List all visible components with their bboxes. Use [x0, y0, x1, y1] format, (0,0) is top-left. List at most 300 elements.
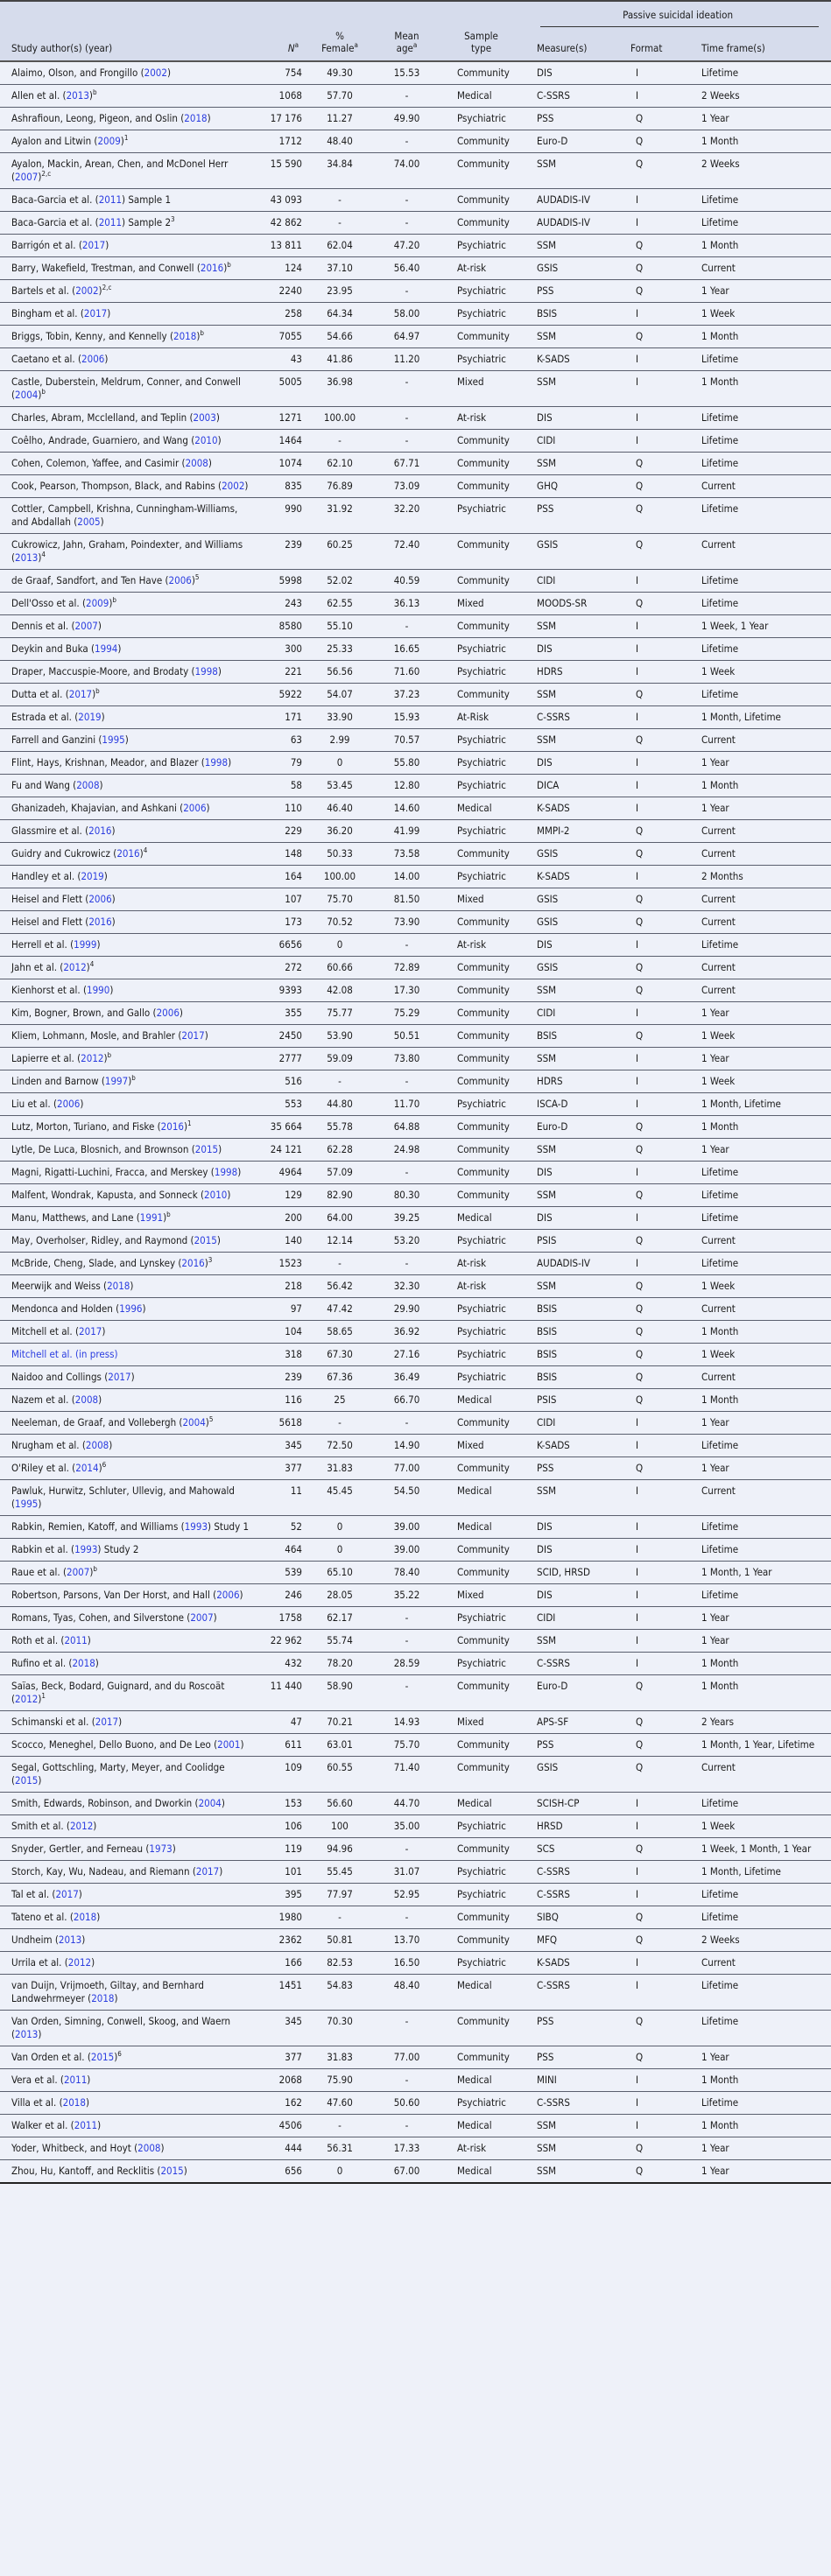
cell-study-author: Fu and Wang (2008)	[11, 779, 103, 791]
citation-year-link[interactable]: 2018	[173, 330, 197, 342]
table-row	[0, 153, 831, 189]
citation-year-link[interactable]: 2016	[181, 1257, 205, 1269]
citation-year-link[interactable]: 2015	[194, 1143, 219, 1155]
cell-time-frame: Lifetime	[701, 574, 739, 586]
citation-year-link[interactable]: 1994	[95, 642, 118, 655]
citation-year-link[interactable]: 2016	[116, 847, 140, 860]
cell-sample-type: At-risk	[457, 938, 487, 951]
cell-n: 318	[285, 1348, 302, 1360]
citation-year-link[interactable]: 2003	[193, 411, 216, 424]
citation-year-link[interactable]: 2012	[81, 1052, 104, 1064]
cell-format: Q	[636, 2165, 644, 2177]
citation-year-link[interactable]: 2018	[91, 1992, 115, 2004]
cell-sample-type: Community	[457, 1680, 510, 1692]
citation-year-link[interactable]: 2006	[216, 1589, 240, 1601]
citation-year-link[interactable]: 2008	[76, 779, 100, 791]
cell-measure: DIS	[537, 1589, 553, 1601]
cell-study-author: Baca-Garcia et al. (2011) Sample $2^3$	[11, 215, 175, 228]
cell-n: 246	[285, 1589, 302, 1601]
cell-sample-type: Community	[457, 1166, 510, 1178]
citation-year-link[interactable]: 2018	[73, 1911, 97, 1923]
cell-percent-female: 48.40	[327, 135, 353, 147]
cell-n: 5922	[278, 688, 302, 700]
citation-year-link[interactable]: 2019	[78, 711, 102, 723]
citation-year-link[interactable]: 2007	[74, 620, 98, 632]
cell-mean-age: 71.60	[393, 665, 420, 677]
citation-year-link[interactable]: 2013	[15, 2028, 39, 2040]
cell-study-author: Cukrowicz, Jahn, Graham, Poindexter, and Williams $(2013)^4$	[11, 538, 243, 564]
table-row	[0, 1435, 831, 1457]
cell-study-author: Charles, Abram, Mcclelland, and Teplin (2003)	[11, 411, 220, 424]
cell-mean-age: 75.29	[393, 1007, 420, 1019]
cell-time-frame: 2 Weeks	[701, 89, 740, 102]
cell-sample-type: Psychiatric	[457, 1325, 506, 1337]
table-row	[0, 638, 831, 661]
cell-n: 239	[285, 538, 302, 551]
cell-mean-age: 67.00	[393, 2165, 420, 2177]
citation-year-link[interactable]: 2005	[77, 516, 101, 528]
footnote-marker: b	[131, 1074, 136, 1082]
cell-n: 35 664	[270, 1120, 302, 1133]
cell-measure: PSS	[537, 1462, 554, 1474]
cell-time-frame: Current	[701, 1234, 736, 1246]
cell-sample-type: Psychiatric	[457, 779, 506, 791]
cell-sample-type: Psychiatric	[457, 1820, 506, 1832]
cell-n: 444	[285, 2142, 302, 2154]
cell-study-author: Bartels et al. $(2002)^{2,c}$	[11, 284, 112, 297]
cell-study-author: Estrada et al. (2019)	[11, 711, 105, 723]
cell-measure: AUDADIS-IV	[537, 216, 590, 228]
cell-study-author	[0, 1344, 263, 1366]
table-row	[0, 1025, 831, 1048]
citation-year-link[interactable]: 1999	[74, 938, 97, 951]
cell-study-author: Rabkin et al. (1993) Study 2	[11, 1543, 139, 1555]
cell-n: 15 590	[270, 158, 302, 170]
citation-year-link[interactable]: 2008	[74, 1393, 99, 1406]
citation-year-link[interactable]: 2013	[15, 551, 39, 564]
cell-percent-female: 55.10	[327, 620, 353, 632]
citation-year-link[interactable]: 2012	[67, 1956, 92, 1969]
cell-format: Q	[636, 330, 644, 342]
cell-sample-type: Community	[457, 1634, 510, 1646]
cell-format: I	[636, 1611, 639, 1624]
cell-n: 243	[285, 597, 302, 609]
cell-time-frame: Current	[701, 480, 736, 492]
citation-year-link[interactable]: 2006	[88, 893, 112, 905]
cell-mean-age: 15.93	[393, 711, 420, 723]
citation-year-link[interactable]: 2014	[75, 1462, 99, 1474]
citation-year-link[interactable]: 1998	[204, 756, 229, 769]
cell-measure: C-SSRS	[537, 2096, 570, 2109]
citation-year-link[interactable]: 2018	[184, 112, 208, 124]
cell-n: 124	[285, 262, 302, 274]
col-header-measure: Measure(s)	[537, 42, 588, 54]
cell-percent-female: 62.10	[327, 457, 353, 469]
cell-sample-type: Community	[457, 193, 510, 206]
cell-measure: GSIS	[537, 916, 559, 928]
cell-mean-age: -	[405, 1611, 409, 1624]
cell-sample-type: Psychiatric	[457, 307, 506, 319]
footnote-marker: b	[166, 1211, 171, 1218]
cell-percent-female: 56.42	[327, 1280, 353, 1292]
cell-percent-female: 100.00	[323, 411, 356, 424]
cell-sample-type: Medical	[457, 2074, 492, 2086]
citation-year-link[interactable]: 2018	[72, 1657, 95, 1669]
cell-format: Q	[636, 1680, 644, 1692]
cell-percent-female: 55.78	[327, 1120, 353, 1133]
citation-year-link[interactable]: 2011	[98, 216, 123, 228]
citation-year-link[interactable]: 1998	[214, 1166, 238, 1178]
citation-year-link[interactable]: 2015	[15, 1774, 39, 1786]
cell-percent-female: 56.31	[327, 2142, 353, 2154]
cell-percent-female: 0	[336, 938, 343, 951]
cell-percent-female: 54.66	[327, 330, 353, 342]
cell-time-frame: Current	[701, 893, 736, 905]
cell-study-author: Neeleman, de Graaf, and Vollebergh $(2004)^5$	[11, 1415, 214, 1428]
citation-year-link[interactable]: 2012	[63, 961, 87, 973]
table-row	[0, 1675, 831, 1711]
cell-sample-type: Community	[457, 1934, 510, 1946]
citation-year-link[interactable]: 2006	[57, 1098, 81, 1110]
cell-format: I	[636, 353, 639, 365]
cell-n: 656	[285, 2165, 302, 2177]
cell-percent-female: 63.01	[327, 1738, 353, 1751]
cell-percent-female: 78.20	[327, 1657, 353, 1669]
citation-year-link[interactable]: 1995	[15, 1498, 39, 1510]
table-row	[0, 475, 831, 498]
citation-year-link[interactable]: 2009	[86, 597, 109, 609]
col-header-age: Mean age$^a$	[394, 30, 419, 54]
citation-year-link[interactable]: 2017	[81, 239, 106, 251]
table-row	[0, 326, 831, 348]
cell-format: Q	[636, 1189, 644, 1201]
citation-year-link[interactable]: 1993	[74, 1543, 98, 1555]
cell-format: I	[636, 1543, 639, 1555]
citation-year-link[interactable]: 2016	[88, 825, 112, 837]
cell-percent-female: 67.30	[327, 1348, 353, 1360]
table-row	[0, 1070, 831, 1093]
citation-year-link[interactable]: 2007	[15, 171, 39, 183]
cell-sample-type: Psychiatric	[457, 825, 506, 837]
cell-mean-age: -	[405, 193, 409, 206]
cell-n: 258	[285, 307, 302, 319]
cell-sample-type: Mixed	[457, 1439, 484, 1451]
table-row	[0, 1539, 831, 1562]
cell-percent-female: 53.45	[327, 779, 353, 791]
cell-n: 1068	[278, 89, 302, 102]
cell-sample-type: At-risk	[457, 262, 487, 274]
citation-year-link[interactable]: 2018	[107, 1280, 130, 1292]
citation-year-link[interactable]: 2017	[95, 1716, 119, 1728]
cell-time-frame: 1 Month, Lifetime	[701, 711, 781, 723]
citation-year-link[interactable]: 2017	[68, 688, 93, 700]
cell-format: Q	[636, 1843, 644, 1855]
footnote-marker: 1	[41, 1692, 46, 1700]
cell-format: I	[636, 574, 639, 586]
citation-year-link[interactable]: 2011	[74, 2119, 98, 2131]
cell-percent-female: 41.86	[327, 353, 353, 365]
cell-n: 97	[290, 1302, 302, 1315]
citation-year-link[interactable]: 2015	[160, 2165, 184, 2177]
cell-format: Q	[636, 2142, 644, 2154]
cell-mean-age: 50.51	[393, 1029, 420, 1042]
cell-measure: C-SSRS	[537, 1979, 570, 1991]
table-row	[0, 1952, 831, 1975]
cell-measure: SSM	[537, 688, 557, 700]
citation-year-link[interactable]: 2001	[217, 1738, 241, 1751]
cell-format: Q	[636, 1761, 644, 1773]
cell-sample-type: Medical	[457, 2165, 492, 2177]
cell-measure: GHQ	[537, 480, 558, 492]
cell-study-author: Segal, Gottschling, Marty, Meyer, and Coolidge (2015)	[11, 1761, 225, 1786]
citation-year-link[interactable]: 2011	[98, 193, 123, 206]
table-row	[0, 1366, 831, 1389]
citation-year-link[interactable]: 2012	[15, 1693, 39, 1705]
citation-year-link[interactable]: 2011	[64, 1634, 88, 1646]
citation-year-link[interactable]: 2016	[200, 262, 224, 274]
citation-year-link[interactable]: 2007	[67, 1566, 90, 1578]
cell-percent-female: 46.40	[327, 802, 353, 814]
cell-mean-age: 37.23	[393, 688, 420, 700]
citation-year-link[interactable]: 2008	[137, 2142, 161, 2154]
citation-year-link[interactable]: 2009	[97, 135, 121, 147]
cell-measure: DIS	[537, 411, 553, 424]
citation-year-link[interactable]: 2017	[83, 307, 108, 319]
cell-measure: DIS	[537, 67, 553, 79]
cell-percent-female: 0	[336, 2165, 343, 2177]
citation-year-link[interactable]: 1993	[184, 1520, 208, 1533]
cell-mean-age: 81.50	[393, 893, 420, 905]
citation-year-link[interactable]: 2008	[185, 457, 208, 469]
cell-time-frame: Current	[701, 984, 736, 996]
cell-sample-type: Community	[457, 434, 510, 446]
citation-year-link[interactable]: 2006	[156, 1007, 180, 1019]
citation-year-link[interactable]: 2011	[63, 2074, 88, 2086]
table-row	[0, 1389, 831, 1412]
citation-year-link[interactable]: 2002	[144, 67, 167, 79]
cell-time-frame: 2 Years	[701, 1716, 735, 1728]
cell-measure: PSIS	[537, 1393, 557, 1406]
table-row	[0, 1139, 831, 1162]
cell-mean-age: 44.70	[393, 1797, 420, 1809]
cell-time-frame: Current	[701, 825, 736, 837]
cell-time-frame: 1 Month	[701, 135, 739, 147]
cell-measure: Euro-D	[537, 135, 568, 147]
cell-sample-type: At-Risk	[457, 711, 489, 723]
citation-year-link[interactable]: 2006	[183, 802, 207, 814]
table-row	[0, 1562, 831, 1584]
cell-format: I	[636, 411, 639, 424]
cell-mean-age: 17.30	[393, 984, 420, 996]
cell-time-frame: 1 Year	[701, 2165, 729, 2177]
cell-mean-age: -	[405, 284, 409, 297]
cell-measure: BSIS	[537, 1371, 558, 1383]
cell-percent-female: 67.36	[327, 1371, 353, 1383]
citation-year-link[interactable]: 1990	[86, 984, 110, 996]
table-row	[0, 957, 831, 979]
cell-percent-female: 77.97	[327, 1888, 353, 1900]
cell-n: 107	[285, 893, 302, 905]
table-row	[0, 1298, 831, 1321]
citation-year-link[interactable]: 2013	[58, 1934, 82, 1946]
cell-n: 106	[285, 1820, 302, 1832]
cell-format: I	[636, 216, 639, 228]
cell-percent-female: 28.05	[327, 1589, 353, 1601]
cell-time-frame: 1 Year	[701, 802, 729, 814]
cell-sample-type: Medical	[457, 1979, 492, 1991]
cell-sample-type: Medical	[457, 1520, 492, 1533]
citation-year-link[interactable]: 2004	[198, 1797, 222, 1809]
cell-study-author: Saïas, Beck, Bodard, Guignard, and du Roscoät $(2012)^1$	[11, 1680, 225, 1705]
cell-n: 516	[285, 1075, 302, 1087]
citation-year-link[interactable]: 2018	[62, 2096, 86, 2109]
cell-time-frame: Lifetime	[701, 1911, 739, 1923]
table-row	[0, 303, 831, 326]
cell-study-author: Robertson, Parsons, Van Der Horst, and Hall (2006)	[11, 1589, 243, 1601]
cell-study-author: Roth et al. (2011)	[11, 1634, 91, 1646]
citation-year-link[interactable]: 2006	[81, 353, 105, 365]
cell-mean-age: -	[405, 1680, 409, 1692]
cell-format: I	[636, 870, 639, 882]
cell-mean-age: 53.20	[393, 1234, 420, 1246]
citation-year-link[interactable]: Mitchell et al. (in press)	[11, 1348, 118, 1360]
cell-sample-type: Medical	[457, 1485, 492, 1497]
cell-format: Q	[636, 1934, 644, 1946]
cell-n: 2450	[278, 1029, 302, 1042]
cell-format: Q	[636, 597, 644, 609]
cell-measure: SSM	[537, 2165, 557, 2177]
citation-year-link[interactable]: 2017	[108, 1371, 131, 1383]
cell-time-frame: Current	[701, 1956, 736, 1969]
cell-time-frame: 1 Month	[701, 2119, 739, 2131]
citation-year-link[interactable]: 1998	[194, 665, 218, 677]
cell-study-author: Farrell and Ganzini (1995)	[11, 733, 129, 746]
footnote-marker: 4	[41, 551, 46, 558]
citation-year-link[interactable]: 2015	[90, 2051, 115, 2063]
cell-n: 345	[285, 1439, 302, 1451]
cell-n: 171	[285, 711, 302, 723]
cell-time-frame: Lifetime	[701, 1166, 739, 1178]
cell-time-frame: 1 Year	[701, 1143, 729, 1155]
footnote-marker: b	[92, 88, 97, 96]
citation-year-link[interactable]: 2017	[55, 1888, 79, 1900]
cell-mean-age: 32.30	[393, 1280, 420, 1292]
table-row	[0, 888, 831, 911]
table-row	[0, 1584, 831, 1607]
cell-measure: ISCA-D	[537, 1098, 568, 1110]
col-header-sample-type: Sample type	[464, 30, 498, 54]
cell-measure: PSIS	[537, 1234, 557, 1246]
citation-year-link[interactable]: 2010	[204, 1189, 228, 1201]
citation-year-link[interactable]: 1973	[149, 1843, 173, 1855]
cell-study-author: Kliem, Lohmann, Mosle, and Brahler (2017)	[11, 1029, 208, 1042]
cell-format: Q	[636, 961, 644, 973]
cell-time-frame: 1 Month, Lifetime	[701, 1098, 781, 1110]
table-row	[0, 911, 831, 934]
citation-year-link[interactable]: 2015	[194, 1234, 217, 1246]
citation-year-link[interactable]: 2004	[182, 1416, 206, 1428]
cell-percent-female: 47.60	[327, 2096, 353, 2109]
cell-measure: BSIS	[537, 1348, 558, 1360]
cell-sample-type: Psychiatric	[457, 1865, 506, 1878]
cell-n: 43 093	[270, 193, 302, 206]
cell-percent-female: 60.55	[327, 1761, 353, 1773]
cell-n: 355	[285, 1007, 302, 1019]
cell-percent-female: 76.89	[327, 480, 353, 492]
cell-mean-age: 28.59	[393, 1657, 420, 1669]
cell-n: 377	[285, 2051, 302, 2063]
citation-year-link[interactable]: 1991	[139, 1211, 164, 1224]
cell-percent-female: 57.70	[327, 89, 353, 102]
citation-year-link[interactable]: 2016	[88, 916, 112, 928]
table-row	[0, 684, 831, 706]
cell-study-author: Heisel and Flett (2016)	[11, 916, 116, 928]
cell-mean-age: 73.09	[393, 480, 420, 492]
citation-year-link[interactable]: 2012	[69, 1820, 94, 1832]
citation-year-link[interactable]: 2017	[79, 1325, 102, 1337]
citation-year-link[interactable]: 2006	[168, 574, 192, 586]
cell-measure: CIDI	[537, 434, 556, 446]
citation-year-link[interactable]: 2002	[222, 480, 245, 492]
citation-year-link[interactable]: 2013	[66, 89, 89, 102]
cell-percent-female: 50.33	[327, 847, 353, 860]
citation-year-link[interactable]: 1995	[102, 733, 125, 746]
citation-year-link[interactable]: 2010	[194, 434, 218, 446]
cell-measure: BSIS	[537, 307, 558, 319]
cell-n: 5005	[278, 376, 302, 388]
cell-sample-type: At-risk	[457, 1257, 487, 1269]
cell-study-author: Allen et al. $(2013)^b$	[11, 88, 97, 102]
cell-time-frame: 1 Month, 1 Year	[701, 1566, 772, 1578]
cell-format: I	[636, 1007, 639, 1019]
cell-study-author: Walker et al. (2011)	[11, 2119, 102, 2131]
citation-year-link[interactable]: 2019	[81, 870, 104, 882]
cell-percent-female: -	[338, 1257, 342, 1269]
cell-study-author: Lytle, De Luca, Blosnich, and Brownson (2015)	[11, 1143, 222, 1155]
citation-year-link[interactable]: 2017	[195, 1865, 220, 1878]
cell-percent-female: 59.09	[327, 1052, 353, 1064]
cell-mean-age: 14.93	[393, 1716, 420, 1728]
cell-time-frame: 1 Week	[701, 1820, 736, 1832]
cell-mean-age: 24.98	[393, 1143, 420, 1155]
citation-year-link[interactable]: 2004	[15, 389, 39, 401]
cell-mean-age: -	[405, 1416, 409, 1428]
cell-n: 553	[285, 1098, 302, 1110]
cell-format: Q	[636, 538, 644, 551]
cell-mean-age: 17.33	[393, 2142, 420, 2154]
cell-mean-age: 32.20	[393, 502, 420, 515]
cell-mean-age: -	[405, 2119, 409, 2131]
citation-year-link[interactable]: 2016	[160, 1120, 184, 1133]
cell-percent-female: 31.83	[327, 1462, 353, 1474]
cell-measure: SSM	[537, 984, 557, 996]
citation-year-link[interactable]: 2017	[181, 1029, 205, 1042]
cell-n: 1712	[278, 135, 302, 147]
table-row	[0, 934, 831, 957]
cell-n: 7055	[278, 330, 302, 342]
cell-percent-female: 72.50	[327, 1439, 353, 1451]
citation-year-link[interactable]: 2007	[190, 1611, 214, 1624]
cell-percent-female: 62.28	[327, 1143, 353, 1155]
citation-year-link[interactable]: 2002	[75, 284, 99, 297]
footnote-marker: 5	[208, 1415, 214, 1423]
citation-year-link[interactable]: 1996	[119, 1302, 143, 1315]
citation-year-link[interactable]: 1997	[104, 1075, 129, 1087]
citation-year-link[interactable]: 2008	[85, 1439, 109, 1451]
cell-n: 464	[285, 1543, 302, 1555]
cell-time-frame: Lifetime	[701, 457, 739, 469]
col-header-time-frame: Time frame(s)	[701, 42, 765, 54]
